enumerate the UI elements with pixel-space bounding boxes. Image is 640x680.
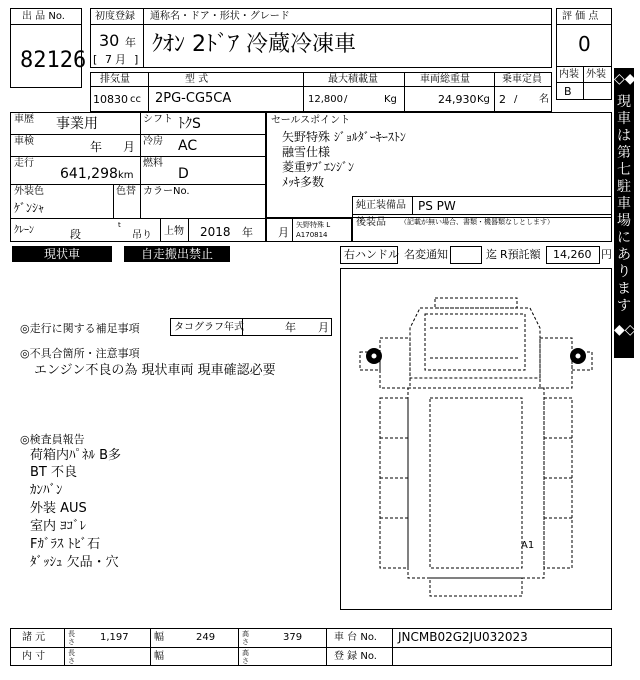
inspector-title: ◎検査員報告 (20, 433, 85, 446)
sales-point-item: 菱重ｻﾌﾞｴﾝｼﾞﾝ (282, 160, 355, 174)
score-value: 0 (578, 32, 591, 56)
gross-unit: Kg (477, 94, 490, 105)
capacity-unit: 名 (539, 94, 549, 105)
ac-label: 冷房 (143, 136, 163, 147)
crane-hang: 吊り (132, 230, 152, 241)
color: ｹﾞﾝｼｬ (14, 201, 45, 215)
tacho-label: タコグラフ年式 (174, 322, 244, 333)
color-label: 外装色 (14, 186, 44, 197)
history: 事業用 (56, 116, 98, 132)
shift: ﾄｸS (178, 116, 201, 132)
name-label: 通称名・ドア・形状・グレード (150, 11, 290, 22)
displacement-unit: cc (130, 94, 141, 105)
model: 2PG-CG5CA (155, 91, 232, 106)
banner-bottom-marks: ◆◇ (614, 322, 636, 338)
body-label: 上物 (164, 226, 184, 237)
gross: 24,930 (438, 93, 477, 106)
length-label: 長さ (68, 630, 75, 646)
max-load: 12,800 (308, 94, 343, 105)
sales-point-item: 矢野特殊 ｼﾞｮﾙﾀﾞｰｷｰｽﾄﾝ (282, 130, 406, 144)
model-label: 型 式 (185, 74, 209, 85)
aftermarket-label: 後装品 (356, 217, 386, 228)
recycle-amount: 14,260 (553, 248, 592, 261)
sales-points-title: セールスポイント (271, 115, 351, 126)
body-year-unit: 年 (242, 226, 253, 239)
interior-grade: B (564, 85, 572, 98)
inspector-item: BT 不良 (30, 465, 77, 480)
recycle-label: R預託額 (500, 248, 541, 261)
equipment: PS PW (418, 199, 456, 213)
equipment-label: 純正装備品 (356, 200, 406, 211)
width: 249 (196, 632, 216, 643)
details-box (10, 112, 266, 242)
history-label: 車歴 (14, 114, 34, 125)
width-label: 幅 (154, 632, 164, 643)
crane-ton: t (118, 221, 121, 229)
max-load-slash: / (344, 94, 348, 105)
body-serial: A170814 (296, 231, 328, 239)
score-label: 評 価 点 (562, 11, 599, 22)
vin-label: 車 台 No. (334, 632, 377, 643)
max-load-label: 最大積載量 (328, 74, 378, 85)
mileage-label: 走行 (14, 158, 34, 169)
location-banner (614, 68, 634, 358)
vin: JNCMB02G2JU032023 (398, 630, 528, 644)
deposit-prefix: 迄 (486, 248, 497, 261)
aftermarket-note: （記載が無い場合、書類・機器類なしとします） (400, 218, 554, 226)
crane-label: ｸﾚｰﾝ (14, 225, 34, 236)
banner-top-marks: ◇◆ (614, 71, 636, 87)
reg-year-unit: 年 (125, 36, 136, 49)
inspection-month: 月 (123, 140, 136, 154)
capacity: 2 (499, 93, 506, 106)
inspection-label: 車検 (14, 136, 34, 147)
inner-height-label: 高さ (242, 649, 249, 665)
name-change-box (450, 246, 482, 264)
truck-diagram (340, 268, 612, 610)
capacity-label: 乗車定員 (502, 74, 542, 85)
max-load-unit: Kg (384, 94, 397, 105)
specs-row-label: 諸 元 (22, 632, 46, 643)
defect-text: エンジン不良の為 現状車両 現車確認必要 (34, 363, 276, 378)
reg-month-unit: 月 (115, 53, 126, 66)
capacity-slash: / (514, 94, 518, 105)
vehicle-name: ｸｵﾝ 2ﾄﾞｱ 冷蔵冷凍車 (152, 32, 356, 57)
inspector-item: 室内 ﾖｺﾞﾚ (30, 519, 87, 534)
recycle-unit: 円 (601, 248, 612, 261)
inspector-item: 荷箱内ﾊﾟﾈﾙ B多 (30, 448, 122, 463)
interior-label: 内装 (559, 69, 579, 80)
reg-month-bracket: [ (93, 53, 98, 66)
height: 379 (283, 632, 303, 643)
shift-label: シフト (143, 114, 173, 125)
exterior-label: 外装 (586, 69, 606, 80)
fuel-label: 燃料 (143, 158, 163, 169)
body-maker: 矢野特殊 L (296, 221, 331, 229)
color-no-label: 色替 (116, 186, 136, 197)
sales-point-item: ﾒｯｷ多数 (282, 175, 325, 189)
reg-year: 30 (99, 31, 120, 50)
diagram-mark: A1 (521, 540, 535, 551)
inner-row-label: 内 寸 (22, 651, 46, 662)
inspector-item: ﾀﾞｯｼｭ 欠品・穴 (30, 555, 119, 570)
inspector-item: Fｶﾞﾗｽ ﾄﾋﾞ石 (30, 537, 101, 552)
gross-label: 車両総重量 (420, 74, 470, 85)
crane-stage: 段 (70, 228, 81, 241)
lot-number: 82126 (20, 48, 87, 73)
handle: 右ハンドル (344, 248, 399, 261)
mileage-unit: km (118, 170, 134, 181)
driving-notes-title: ◎走行に関する補足事項 (20, 322, 140, 335)
body-month-unit: 月 (278, 226, 289, 239)
current-status-badge: 現状車 (12, 246, 112, 262)
height-label: 高さ (242, 630, 249, 646)
reg-no-label: 登 録 No. (334, 651, 377, 662)
reg-month-bracket-close: ] (134, 53, 139, 66)
tacho-month: 月 (318, 321, 329, 334)
first-reg-label: 初度登録 (95, 11, 135, 22)
no-drive-badge: 自走搬出禁止 (124, 246, 230, 262)
inspection-year: 年 (90, 140, 103, 154)
defect-title: ◎不具合箇所・注意事項 (20, 347, 140, 360)
inner-length-label: 長さ (68, 649, 75, 665)
fuel: D (178, 166, 189, 182)
displacement: 10830 (93, 93, 128, 106)
reg-month: 7 (105, 53, 112, 66)
sales-point-item: 融雪仕様 (282, 145, 331, 159)
ac: AC (178, 138, 198, 154)
tacho-year: 年 (285, 321, 296, 334)
mileage: 641,298 (60, 166, 118, 182)
color-code-label: カラーNo. (143, 186, 190, 197)
body-year: 2018 (200, 225, 231, 239)
banner-text: 現車は第七駐車場にあります (617, 94, 631, 314)
lot-label: 出 品 No. (22, 11, 65, 22)
inspector-item: 外装 AUS (30, 501, 87, 516)
name-change-label: 名変通知 (404, 248, 448, 261)
inspector-item: ｶﾝﾊﾞﾝ (30, 483, 63, 498)
displacement-label: 排気量 (100, 74, 130, 85)
length: 1,197 (100, 632, 129, 643)
inner-width-label: 幅 (154, 651, 164, 662)
